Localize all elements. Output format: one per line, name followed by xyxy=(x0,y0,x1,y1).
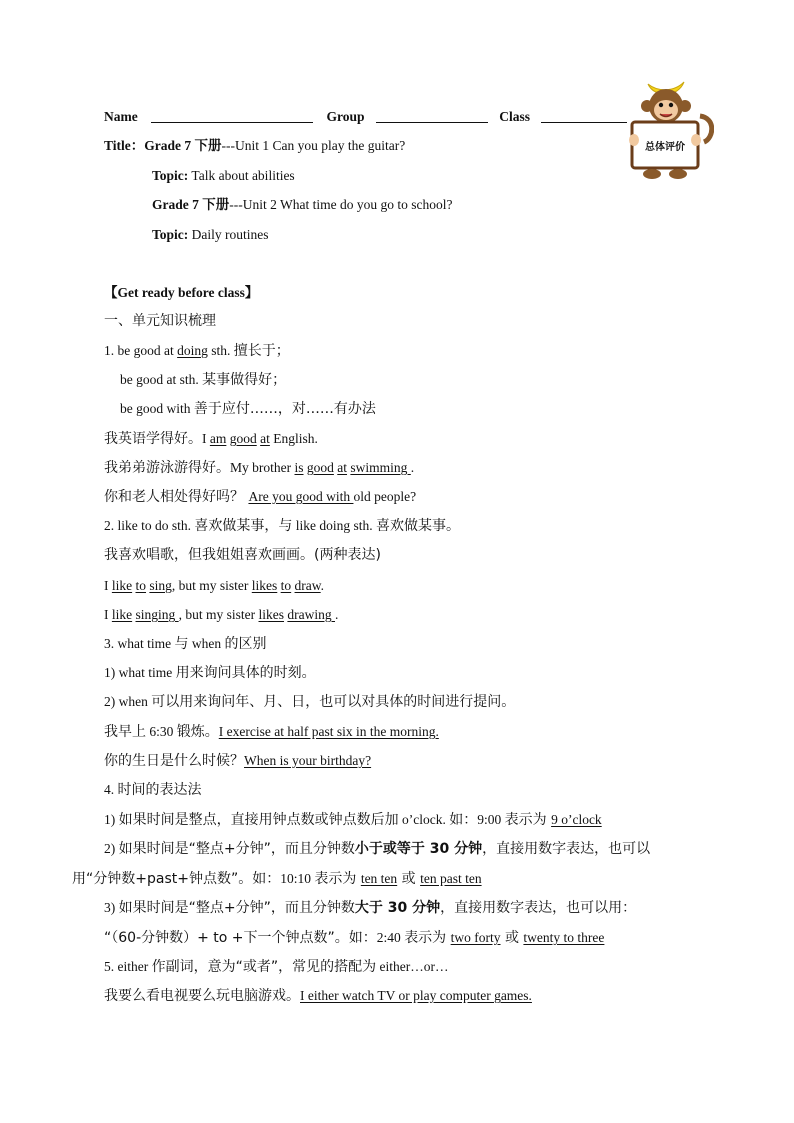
text-fragment: 2) when xyxy=(104,694,152,709)
text-fragment: 如： xyxy=(449,812,478,828)
text-fragment: I exercise at half past six in the morning. xyxy=(218,724,439,739)
text-fragment: like xyxy=(111,578,133,593)
title-label: Title： xyxy=(104,138,145,153)
item-4c xyxy=(104,899,636,917)
text-fragment: 5. either xyxy=(104,959,152,974)
item-3-example-2 xyxy=(104,752,371,770)
item-5 xyxy=(104,958,448,976)
text-fragment: like doing sth. xyxy=(292,518,376,533)
text-fragment: likes xyxy=(251,578,278,593)
text-fragment: 我早上 xyxy=(104,724,146,740)
text-fragment: ten past ten xyxy=(420,871,482,886)
text-fragment: be good at sth. xyxy=(120,372,203,387)
text-fragment: 3. what time xyxy=(104,636,175,651)
text-fragment: I either watch TV or play computer games. xyxy=(300,988,532,1003)
text-fragment: ten ten xyxy=(360,871,398,886)
group-label: Group xyxy=(326,109,365,124)
example-3 xyxy=(104,488,416,506)
text-fragment: I xyxy=(104,607,112,622)
topic-value: Daily routines xyxy=(191,227,269,242)
topic-label: Topic: xyxy=(152,227,189,242)
item-3b xyxy=(104,693,515,711)
unit1-title: ---Unit 1 Can you play the guitar? xyxy=(221,138,406,153)
text-fragment: 作副词，意为“或者”，常见的搭配为 xyxy=(151,959,377,975)
name-label: Name xyxy=(104,109,138,124)
text-fragment: 9:00 xyxy=(477,812,505,827)
text-fragment: 喜欢做某事，与 xyxy=(194,518,293,534)
text-fragment: 表示为 xyxy=(504,812,552,828)
text-fragment: singing xyxy=(135,607,179,622)
text-fragment: drawing xyxy=(287,607,336,622)
text-fragment: 你的生日是什么时候？ xyxy=(104,753,244,769)
header-fields xyxy=(104,108,627,126)
text-fragment: to xyxy=(135,578,147,593)
text-fragment: 我要么看电视要么玩电脑游戏。 xyxy=(104,988,300,1004)
item-1 xyxy=(104,342,290,360)
text-fragment: 善于应付……，对……有办法 xyxy=(193,401,376,417)
section-subheading: 一、单元知识梳理 xyxy=(104,313,216,329)
text-fragment: am xyxy=(209,431,227,446)
text-fragment: 可以用来询问年、月、日，也可以对具体的时间进行提问。 xyxy=(151,694,516,710)
text-fragment: 时间的表达法 xyxy=(117,782,202,798)
item-2-answer-b xyxy=(104,606,338,624)
text-fragment: 小于或等于 30 分钟 xyxy=(354,841,483,857)
text-fragment: is xyxy=(294,460,304,475)
group-field[interactable] xyxy=(376,108,488,123)
text-fragment: old people? xyxy=(353,489,417,504)
title-line xyxy=(104,137,405,155)
item-1b xyxy=(120,371,286,389)
text-fragment: likes xyxy=(258,607,285,622)
text-fragment: 大于 30 分钟 xyxy=(354,900,441,916)
text-fragment: English. xyxy=(269,431,318,446)
unit2-title-line xyxy=(152,196,452,214)
text-fragment: sing xyxy=(149,578,172,593)
text-fragment: My brother xyxy=(230,460,295,475)
text-fragment: 10:10 xyxy=(280,871,315,886)
item-4b xyxy=(104,840,650,858)
text-fragment: 如果时间是整点，直接用钟点数或钟点数后加 xyxy=(118,812,399,828)
text-fragment: good xyxy=(306,460,334,475)
unit2-grade: Grade 7 下册 xyxy=(152,197,230,212)
text-fragment: 6:30 xyxy=(146,724,177,739)
text-fragment: I xyxy=(104,578,112,593)
text-fragment: draw xyxy=(294,578,321,593)
item-4c-cont xyxy=(104,929,604,947)
item-2 xyxy=(104,517,460,535)
text-fragment: 表示为 xyxy=(404,930,451,946)
example-1 xyxy=(104,430,318,448)
text-fragment: 2:40 xyxy=(376,930,405,945)
unit2-topic xyxy=(152,226,269,244)
evaluation-mascot xyxy=(618,76,714,186)
text-fragment: 擅长于； xyxy=(233,343,290,359)
text-fragment: 某事做得好； xyxy=(202,372,287,388)
text-fragment: I xyxy=(202,431,210,446)
text-fragment: 2) xyxy=(104,841,119,856)
text-fragment: ，直接用数字表达，也可以用： xyxy=(440,900,637,916)
text-fragment: 你和老人相处得好吗？ xyxy=(104,489,249,505)
text-fragment: 1) xyxy=(104,812,119,827)
item-3 xyxy=(104,635,267,653)
text-fragment: twenty to three xyxy=(523,930,605,945)
text-fragment: either…or… xyxy=(376,959,449,974)
text-fragment: 9 o’clock xyxy=(551,812,602,827)
text-fragment: . xyxy=(410,460,415,475)
text-fragment: “（60-分钟数）+ to +下一个钟点数”。如： xyxy=(104,930,377,946)
text-fragment: 3) xyxy=(104,900,119,915)
class-field[interactable] xyxy=(541,108,627,123)
text-fragment: 如果时间是“整点+分钟”，而且分钟数 xyxy=(118,841,355,857)
badge-text: 总体评价 xyxy=(645,142,685,153)
text-fragment: 用来询问具体的时刻。 xyxy=(175,665,316,681)
text-fragment: 的区别 xyxy=(224,636,267,652)
text-fragment: 与 xyxy=(174,636,189,652)
section-heading: 【Get ready before class】 xyxy=(104,285,259,300)
example-2 xyxy=(104,459,414,477)
item-5-example xyxy=(104,987,532,1005)
text-fragment: swimming xyxy=(350,460,411,475)
unit1-topic xyxy=(152,167,295,185)
item-3a xyxy=(104,664,316,682)
text-fragment: to xyxy=(280,578,292,593)
text-fragment: , but my sister xyxy=(171,578,252,593)
unit2-title: ---Unit 2 What time do you go to school? xyxy=(229,197,453,212)
text-fragment: Are you good with xyxy=(248,489,354,504)
item-4b-cont xyxy=(72,870,482,888)
text-fragment: doing xyxy=(177,343,208,358)
item-1c xyxy=(120,400,376,418)
text-fragment: ，直接用数字表达，也可以 xyxy=(482,841,651,857)
topic-value: Talk about abilities xyxy=(191,168,295,183)
text-fragment: at xyxy=(260,431,270,446)
unit1-grade: Grade 7 下册 xyxy=(144,138,222,153)
text-fragment: at xyxy=(337,460,348,475)
text-fragment: 或 xyxy=(500,930,524,946)
text-fragment: 锻炼。 xyxy=(176,724,219,740)
text-fragment: two forty xyxy=(450,930,501,945)
text-fragment: 我英语学得好。 xyxy=(104,431,202,447)
text-fragment: . xyxy=(335,607,339,622)
item-4 xyxy=(104,781,202,799)
item-2-answer-a xyxy=(104,577,324,595)
text-fragment: . xyxy=(320,578,325,593)
text-fragment: be good with xyxy=(120,401,194,416)
class-label: Class xyxy=(499,109,531,124)
text-fragment: When is your birthday? xyxy=(244,753,372,768)
text-fragment: when xyxy=(188,636,225,651)
text-fragment: good xyxy=(229,431,257,446)
item-3-example-1 xyxy=(104,723,439,741)
text-fragment: 1) what time xyxy=(104,665,176,680)
text-fragment: like xyxy=(111,607,133,622)
text-fragment: 如果时间是“整点+分钟”，而且分钟数 xyxy=(118,900,355,916)
name-field[interactable] xyxy=(151,108,313,123)
item-2-example: 我喜欢唱歌，但我姐姐喜欢画画。(两种表达) xyxy=(104,547,381,563)
text-fragment: 4. xyxy=(104,782,118,797)
text-fragment: 2. like to do sth. xyxy=(104,518,195,533)
text-fragment: 或 xyxy=(397,871,421,887)
text-fragment: 表示为 xyxy=(314,871,361,887)
topic-label: Topic: xyxy=(152,168,189,183)
text-fragment: , but my sister xyxy=(178,607,259,622)
text-fragment: 用“分钟数+past+钟点数”。如： xyxy=(72,871,281,887)
item-4a xyxy=(104,811,602,829)
text-fragment: o’clock. xyxy=(398,812,450,827)
text-fragment: sth. xyxy=(207,343,234,358)
text-fragment: 喜欢做某事。 xyxy=(376,518,460,534)
text-fragment: 我弟弟游泳游得好。 xyxy=(104,460,230,476)
text-fragment: 1. be good at xyxy=(104,343,178,358)
